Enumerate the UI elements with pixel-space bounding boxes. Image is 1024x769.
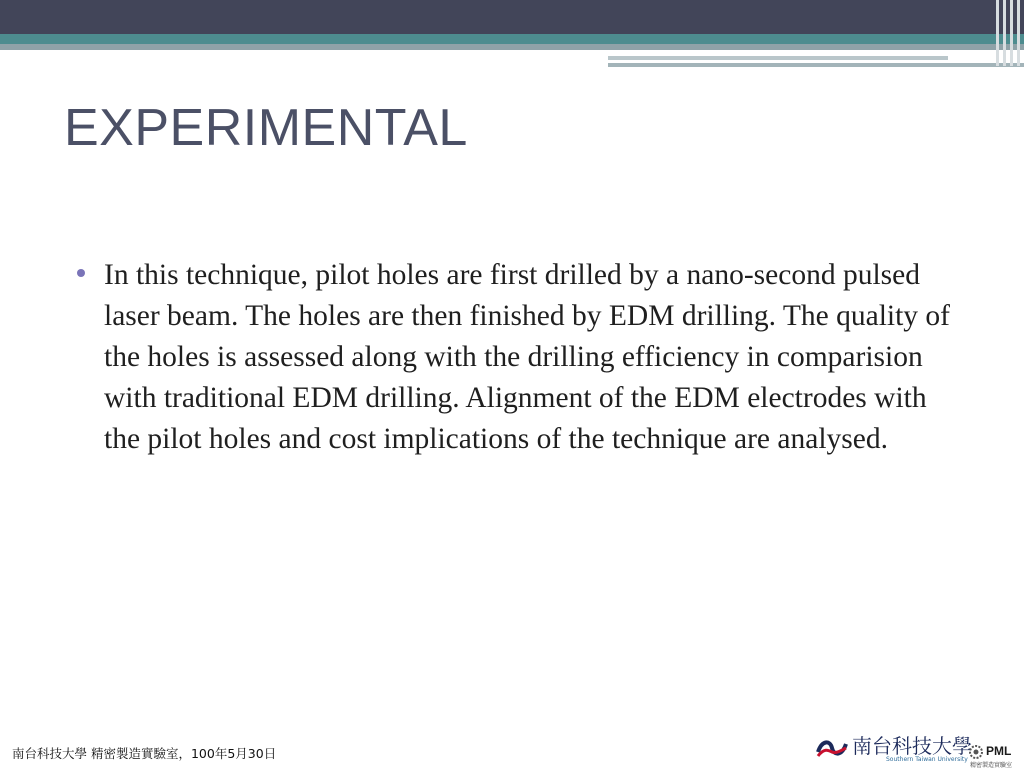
header-bracket-2 (1003, 0, 1006, 66)
lab-logo-subtext: 精密製造實驗室 (970, 762, 1013, 769)
slide-content (74, 255, 969, 460)
footer-text: 南台科技大學 精密製造實驗室，100年5月30日 (12, 746, 277, 761)
header-line-upper (608, 56, 948, 60)
university-swirl-icon (816, 736, 848, 760)
lab-logo-name: PML (986, 744, 1012, 758)
footer-logos (816, 728, 1022, 768)
bullet-item (74, 255, 969, 460)
header-line-lower (608, 63, 1024, 67)
header-band-grey (0, 44, 1024, 50)
slide-title: EXPERIMENTAL (64, 99, 468, 157)
bullet-dot-icon (77, 269, 85, 277)
header-bracket-4 (1017, 0, 1020, 66)
university-logo-subtext: Southern Taiwan University (886, 756, 968, 763)
header-band-dark (0, 0, 1024, 34)
header-bracket-1 (996, 0, 999, 66)
gear-icon (966, 742, 986, 762)
bullet-text: In this technique, pilot holes are first drilled by a nano-second pulsed laser beam. The holes are then finished by EDM drilling. The quality of the holes is assessed along with the drilling efficiency in comparision with traditional EDM drilling. Alignment of the EDM electrodes with the pilot holes and cost implications of the technique are analysed. (104, 259, 951, 455)
header-bracket-3 (1010, 0, 1013, 66)
header-band-teal (0, 34, 1024, 44)
university-logo-name: 南台科技大學 (852, 734, 972, 758)
